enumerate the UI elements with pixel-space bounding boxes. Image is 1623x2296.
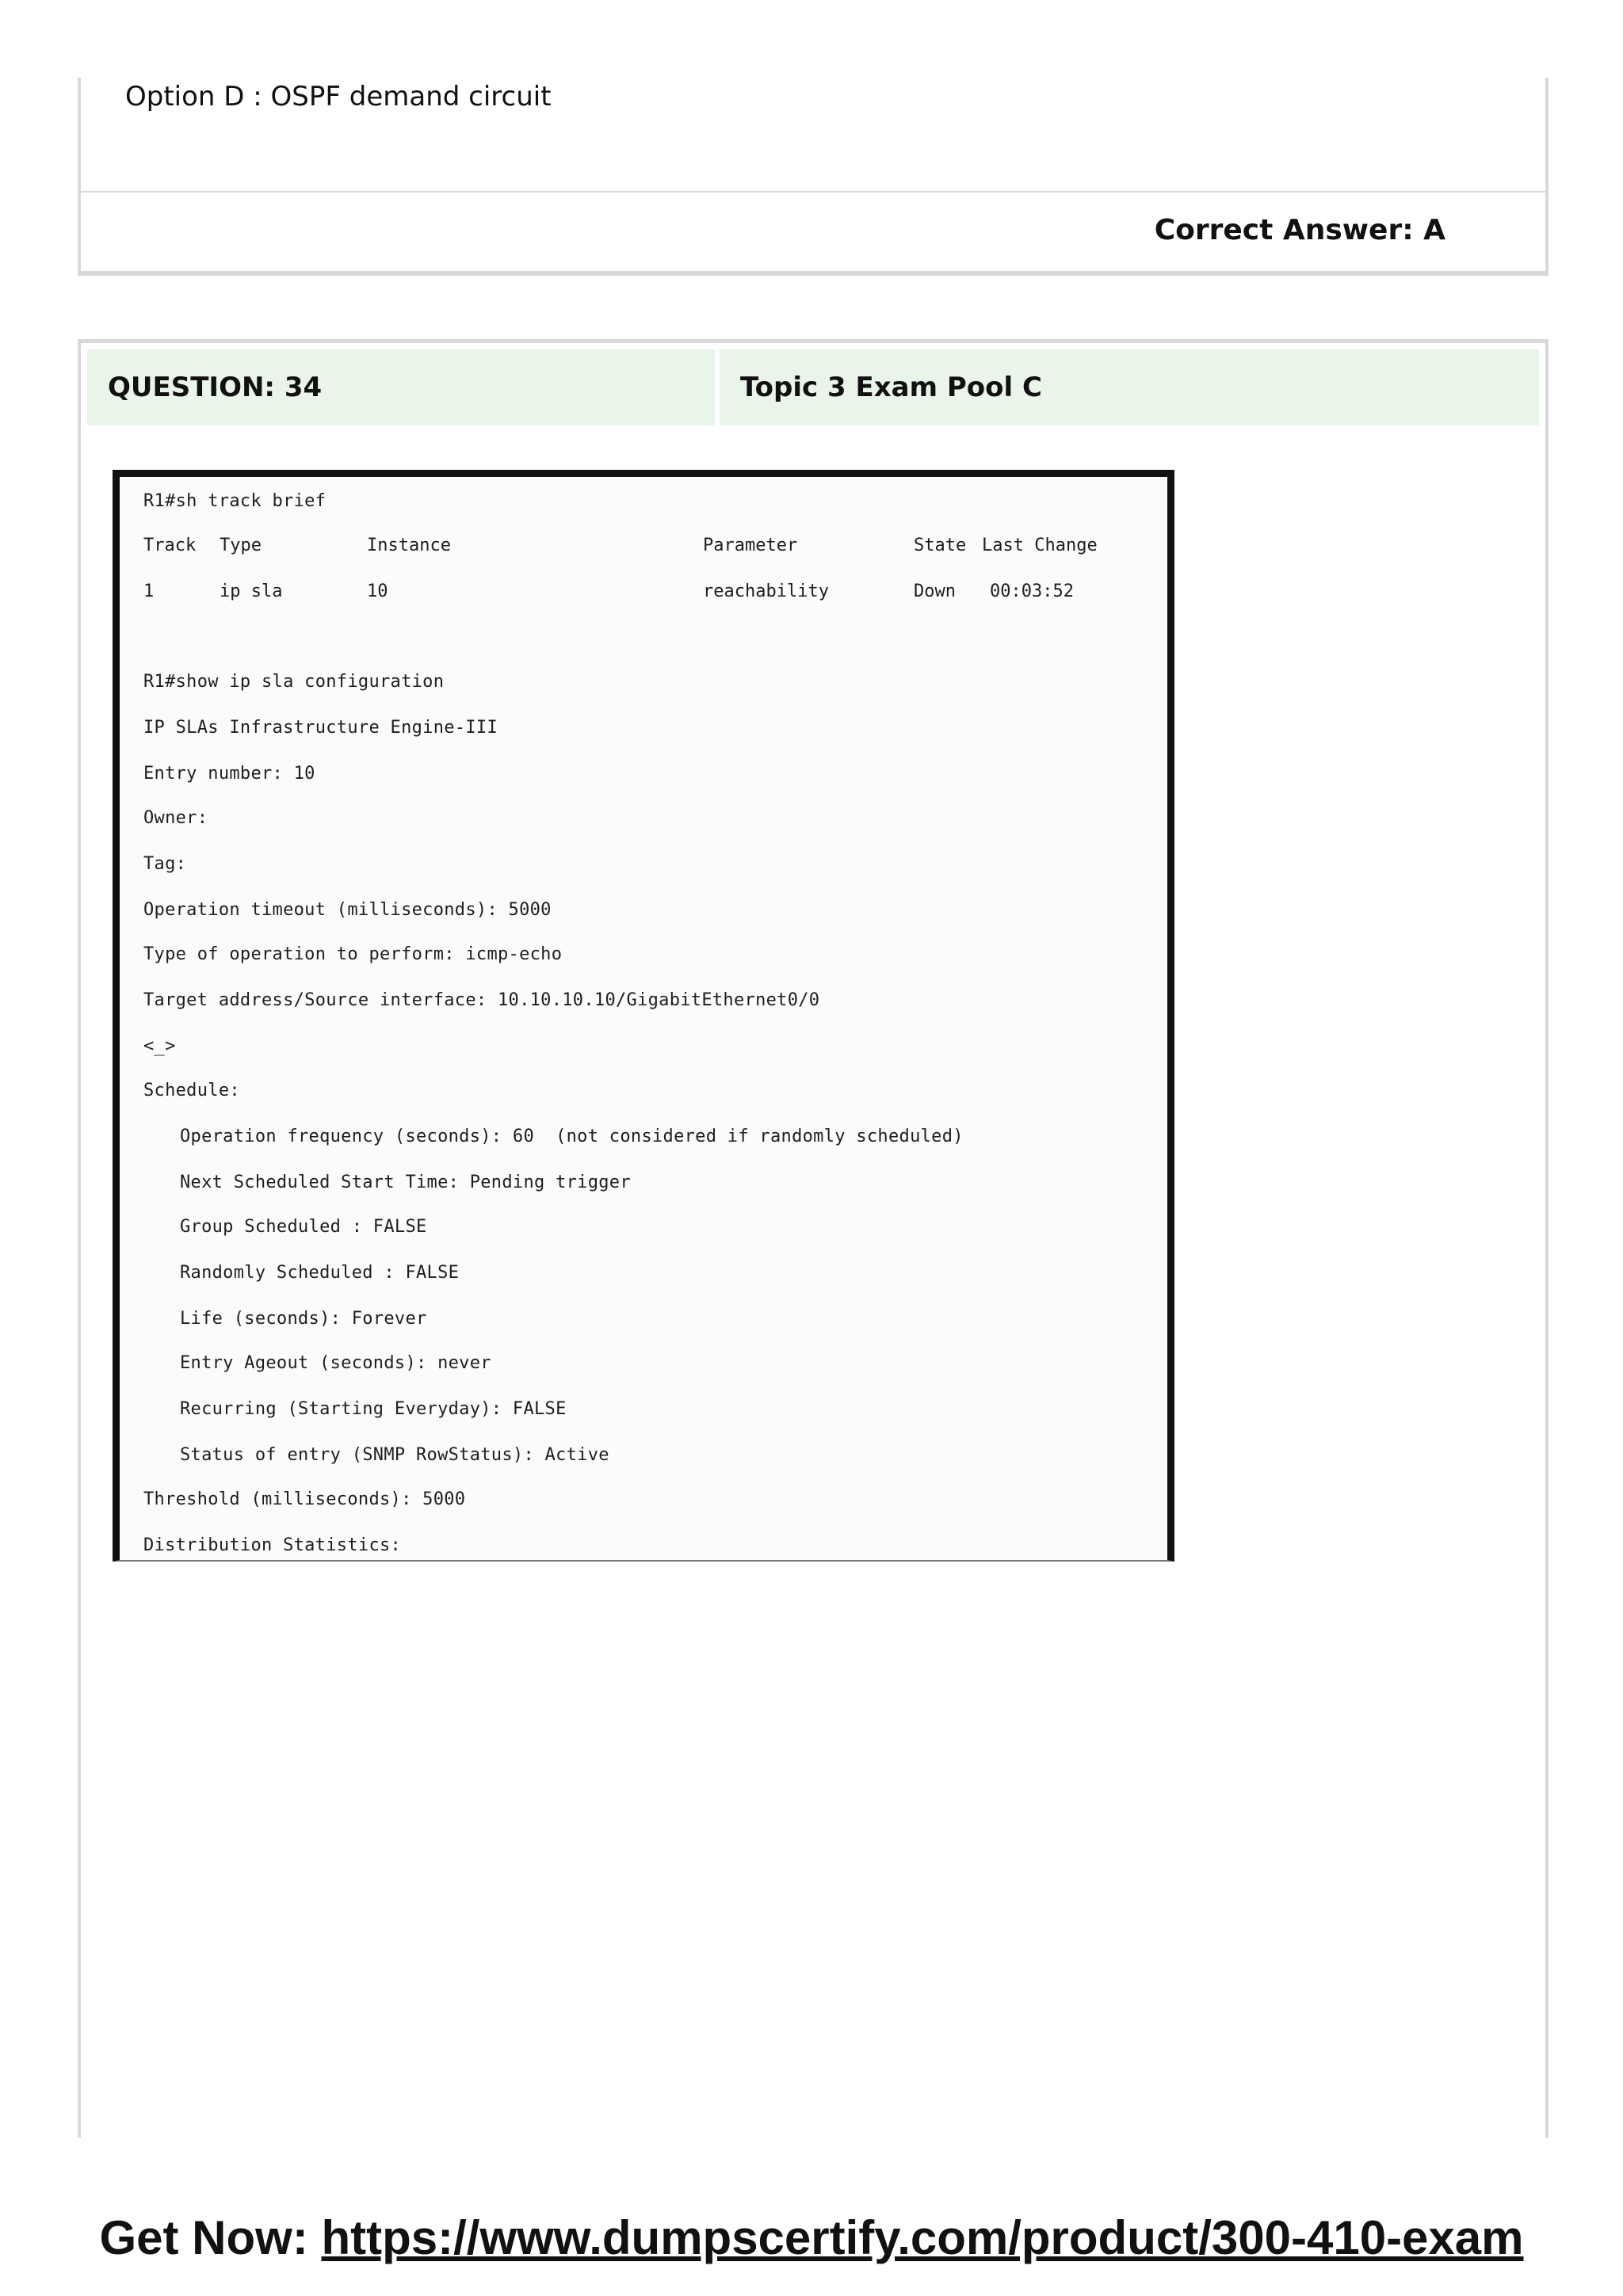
terminal-line: Schedule: [143, 1081, 240, 1100]
schedule-line: Randomly Scheduled : FALSE [180, 1263, 460, 1283]
track-header-cell: Parameter [703, 536, 798, 555]
track-header-cell: Instance [367, 536, 451, 555]
terminal-command: R1#sh track brief [143, 491, 327, 511]
correct-answer: Correct Answer: A [1154, 214, 1445, 246]
schedule-line: Group Scheduled : FALSE [180, 1217, 427, 1237]
track-cell: Down [914, 582, 956, 601]
footer-prefix: Get Now: [99, 2211, 322, 2264]
product-link[interactable]: https://www.dumpscertify.com/product/300-410-exam [321, 2211, 1524, 2264]
schedule-line: Next Scheduled Start Time: Pending trigger [180, 1173, 631, 1192]
schedule-line: Operation frequency (seconds): 60 (not considered if randomly scheduled) [180, 1127, 964, 1146]
track-header-cell: Type [220, 536, 262, 555]
track-header-cell: Last Change [982, 536, 1098, 555]
question-topic: Topic 3 Exam Pool C [720, 349, 1539, 425]
track-cell: 1 [143, 582, 155, 601]
track-header-cell: State [914, 536, 967, 555]
schedule-line: Life (seconds): Forever [180, 1309, 427, 1329]
terminal-line: <_> [143, 1036, 176, 1056]
question-number: QUESTION: 34 [87, 349, 715, 425]
track-header-cell: Track [143, 536, 197, 555]
track-cell: 00:03:52 [990, 582, 1074, 601]
track-cell: reachability [703, 582, 829, 601]
schedule-line: Entry Ageout (seconds): never [180, 1353, 491, 1373]
schedule-line: Status of entry (SNMP RowStatus): Active [180, 1445, 609, 1465]
terminal-command: R1#show ip sla configuration [143, 672, 445, 692]
terminal-line: Operation timeout (milliseconds): 5000 [143, 900, 552, 920]
previous-question-card [78, 78, 1549, 276]
terminal-line: Threshold (milliseconds): 5000 [143, 1489, 466, 1509]
terminal-line: Tag: [143, 854, 187, 874]
footer-banner [0, 2210, 1623, 2265]
terminal-screenshot [113, 470, 1174, 1562]
option-d-text: Option D : OSPF demand circuit [125, 81, 552, 113]
schedule-line: Recurring (Starting Everyday): FALSE [180, 1399, 567, 1419]
terminal-line: Type of operation to perform: icmp-echo [143, 944, 563, 964]
terminal-line: Owner: [143, 808, 208, 828]
terminal-line: Entry number: 10 [143, 764, 315, 784]
terminal-line: IP SLAs Infrastructure Engine-III [143, 718, 498, 738]
question-card [78, 339, 1549, 2138]
terminal-line: Distribution Statistics: [143, 1535, 402, 1555]
card-divider [81, 191, 1545, 193]
track-cell: ip sla [220, 582, 283, 601]
question-header [87, 349, 1539, 425]
terminal-line: Target address/Source interface: 10.10.10.10/GigabitEthernet0/0 [143, 990, 820, 1010]
track-cell: 10 [367, 582, 388, 601]
